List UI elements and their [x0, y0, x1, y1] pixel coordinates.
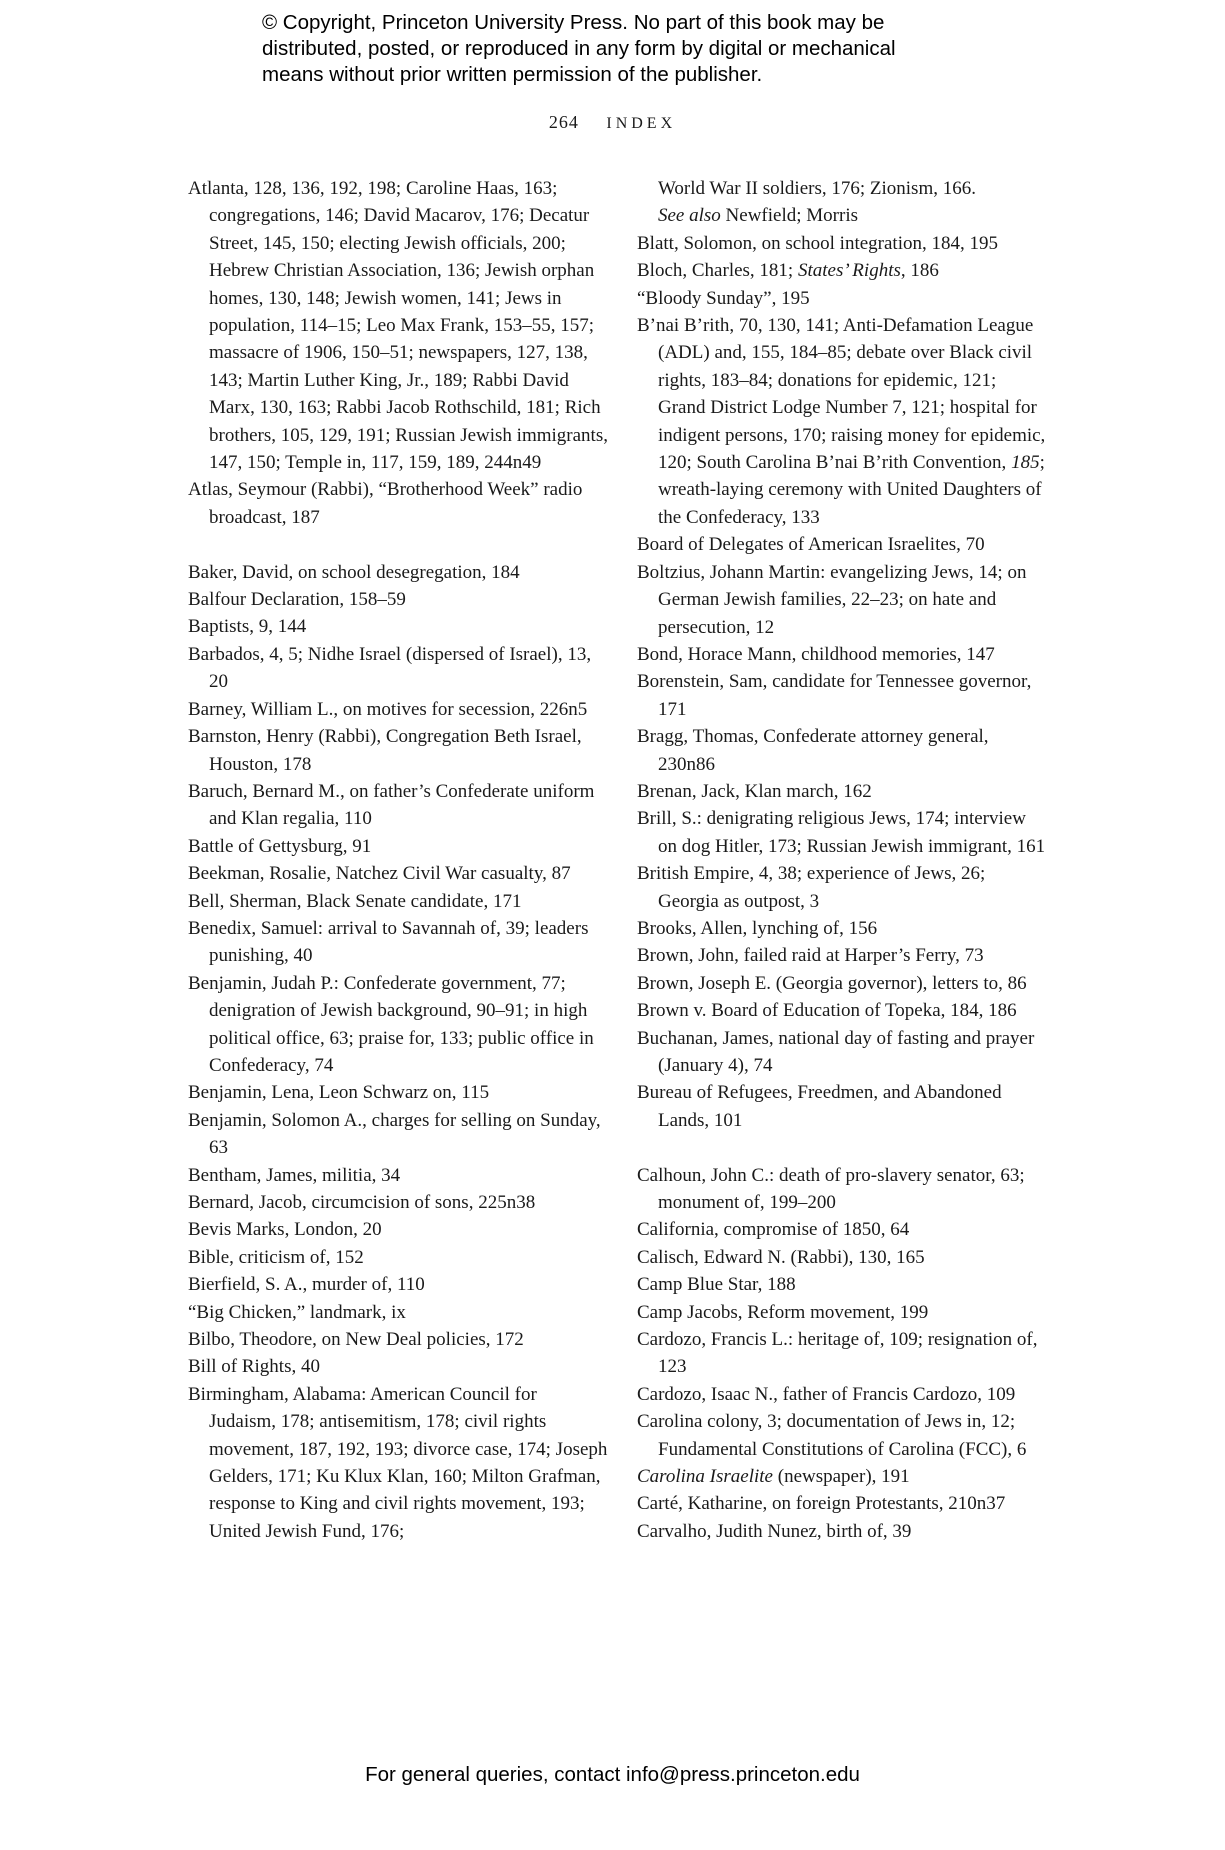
footer-contact: For general queries, contact info@press.princeton.edu [365, 1763, 860, 1786]
index-entry: Baruch, Bernard M., on father’s Confederate uniform and Klan regalia, 110 [188, 780, 595, 830]
index-entry: Barbados, 4, 5; Nidhe Israel (dispersed of Israel), 13, 20 [188, 643, 592, 693]
index-entry: Bible, criticism of, 152 [188, 1246, 364, 1268]
letter-gap [188, 531, 608, 558]
index-entry: Brown, John, failed raid at Harper’s Ferry, 73 [637, 945, 984, 967]
index-group-c2 [637, 1490, 1047, 1545]
index-entry: Borenstein, Sam, candidate for Tennessee governor, 171 [637, 671, 1032, 720]
index-entry: Benjamin, Lena, Leon Schwarz on, 115 [188, 1082, 490, 1104]
copyright-line: © Copyright, Princeton University Press. No part of this book may be [262, 11, 885, 34]
running-head [0, 112, 1225, 133]
index-entry: Carolina Israelite (newspaper), 191 [637, 1466, 910, 1488]
index-entry: Bond, Horace Mann, childhood memories, 147 [637, 643, 995, 665]
index-entry: Benjamin, Solomon A., charges for selling on Sunday, 63 [188, 1109, 601, 1159]
copyright-line: means without prior written permission of the publisher. [262, 63, 763, 86]
section-title: INDEX [606, 115, 677, 132]
index-entry: Bell, Sherman, Black Senate candidate, 171 [188, 890, 522, 912]
see-also-text: Newfield; Morris [720, 205, 858, 227]
index-entry: B’nai B’rith, 70, 130, 141; Anti-Defamation League (ADL) and, 155, 184–85; debate over Black civil rights, 183–84; donations for epidemic, 121; Grand District Lodge Number 7, 121; hospital for indigent persons, 170; raising money for epidemic, 120; South Carolina B’nai B’rith Convention, 185; wreath-laying ceremony with United Daughters of the Confederacy, 133 [637, 315, 1046, 528]
index-entry: Balfour Declaration, 158–59 [188, 589, 406, 611]
index-entry: Camp Blue Star, 188 [637, 1274, 796, 1296]
index-entry: Camp Jacobs, Reform movement, 199 [637, 1301, 929, 1323]
index-entry: Bill of Rights, 40 [188, 1356, 320, 1378]
index-entry: Brown, Joseph E. (Georgia governor), letters to, 86 [637, 972, 1027, 994]
index-entry: Bureau of Refugees, Freedmen, and Abandoned Lands, 101 [637, 1082, 1002, 1131]
index-entry-continuation: World War II soldiers, 176; Zionism, 166. See also Newfield; Morris [658, 178, 976, 227]
index-entry: Carvalho, Judith Nunez, birth of, 39 [637, 1520, 912, 1542]
index-entry: “Big Chicken,” landmark, ix [188, 1301, 406, 1323]
index-entry: Birmingham, Alabama: American Council for Judaism, 178; antisemitism, 178; civil rights movement, 187, 192, 193; divorce case, 174; Joseph Gelders, 171; Ku Klux Klan, 160; Milton Grafman, response to King and civil rights movement, 193; United Jewish Fund, 176; [188, 1383, 608, 1542]
index-entry: Bragg, Thomas, Confederate attorney general, 230n86 [637, 726, 989, 775]
index-column-right [637, 175, 1047, 1545]
index-entry: Blatt, Solomon, on school integration, 184, 195 [637, 232, 998, 254]
index-entry: Atlas, Seymour (Rabbi), “Brotherhood Week” radio broadcast, 187 [188, 479, 583, 528]
index-entry: Bierfield, S. A., murder of, 110 [188, 1274, 425, 1296]
index-entry: Cardozo, Francis L.: heritage of, 109; resignation of, 123 [637, 1329, 1038, 1378]
index-entry: Bentham, James, militia, 34 [188, 1164, 401, 1186]
see-also-label: See also [658, 205, 721, 227]
index-entry: Board of Delegates of American Israelites, 70 [637, 534, 985, 556]
index-entry: Benedix, Samuel: arrival to Savannah of, 39; leaders punishing, 40 [188, 917, 589, 967]
index-entry: Carté, Katharine, on foreign Protestants, 210n37 [637, 1493, 1006, 1515]
index-entry: Brooks, Allen, lynching of, 156 [637, 917, 878, 939]
index-entry: Benjamin, Judah P.: Confederate government, 77; denigration of Jewish background, 90–91; in high political office, 63; praise for, 133; public office in Confederacy, 74 [188, 972, 594, 1076]
index-entry: Brenan, Jack, Klan march, 162 [637, 780, 872, 802]
letter-gap [637, 1134, 1047, 1161]
index-entry: California, compromise of 1850, 64 [637, 1219, 910, 1241]
index-entry: Beekman, Rosalie, Natchez Civil War casualty, 87 [188, 863, 571, 885]
index-entry: Baptists, 9, 144 [188, 616, 307, 638]
index-group-b [637, 531, 1047, 1134]
index-entry: Bloch, Charles, 181; States’ Rights, 186 [637, 260, 939, 282]
index-entry: Battle of Gettysburg, 91 [188, 835, 372, 857]
index-entry: Atlanta, 128, 136, 192, 198; Caroline Haas, 163; congregations, 146; David Macarov, 176; Decatur Street, 145, 150; electing Jewish officials, 200; Hebrew Christian Association, 136; Jewish orphan homes, 130, 148; Jewish women, 141; Jews in population, 114–15; Leo Max Frank, 153–55, 157; massacre of 1906, 150–51; newspapers, 127, 138, 143; Martin Luther King, Jr., 189; Rabbi David Marx, 130, 163; Rabbi Jacob Rothschild, 181; Rich brothers, 105, 129, 191; Russian Jewish immigrants, 147, 150; Temple in, 117, 159, 189, 244n49 [188, 178, 608, 474]
copyright-line: distributed, posted, or reproduced in any form by digital or mechanical [262, 37, 896, 60]
index-entry: Brill, S.: denigrating religious Jews, 174; interview on dog Hitler, 173; Russian Jewish immigrant, 161 [637, 808, 1046, 857]
index-entry: Calhoun, John C.: death of pro-slavery senator, 63; monument of, 199–200 [637, 1164, 1025, 1214]
index-entry: Carolina colony, 3; documentation of Jews in, 12; Fundamental Constitutions of Carolina (FCC), 6 [637, 1411, 1027, 1460]
index-entry: Bernard, Jacob, circumcision of sons, 225n38 [188, 1192, 536, 1214]
index-entry: Bilbo, Theodore, on New Deal policies, 172 [188, 1329, 524, 1351]
index-entry: Baker, David, on school desegregation, 184 [188, 561, 520, 583]
index-entry: “Bloody Sunday”, 195 [637, 287, 810, 309]
index-group-c [637, 1162, 1047, 1463]
index-column-left [188, 175, 608, 1545]
index-entry: Calisch, Edward N. (Rabbi), 130, 165 [637, 1246, 925, 1268]
index-entry: Bevis Marks, London, 20 [188, 1219, 382, 1241]
copyright-notice [262, 10, 1022, 88]
index-entry: Boltzius, Johann Martin: evangelizing Jews, 14; on German Jewish families, 22–23; on hate and persecution, 12 [637, 561, 1027, 638]
index-entry: British Empire, 4, 38; experience of Jews, 26; Georgia as outpost, 3 [637, 863, 986, 912]
index-entry: Barnston, Henry (Rabbi), Congregation Beth Israel, Houston, 178 [188, 726, 582, 775]
index-entry: Cardozo, Isaac N., father of Francis Cardozo, 109 [637, 1383, 1016, 1405]
index-entry: Barney, William L., on motives for secession, 226n5 [188, 698, 588, 720]
page-number: 264 [548, 112, 579, 132]
index-entry: Buchanan, James, national day of fasting and prayer (January 4), 74 [637, 1027, 1035, 1076]
index-entry: Brown v. Board of Education of Topeka, 184, 186 [637, 1000, 1017, 1022]
